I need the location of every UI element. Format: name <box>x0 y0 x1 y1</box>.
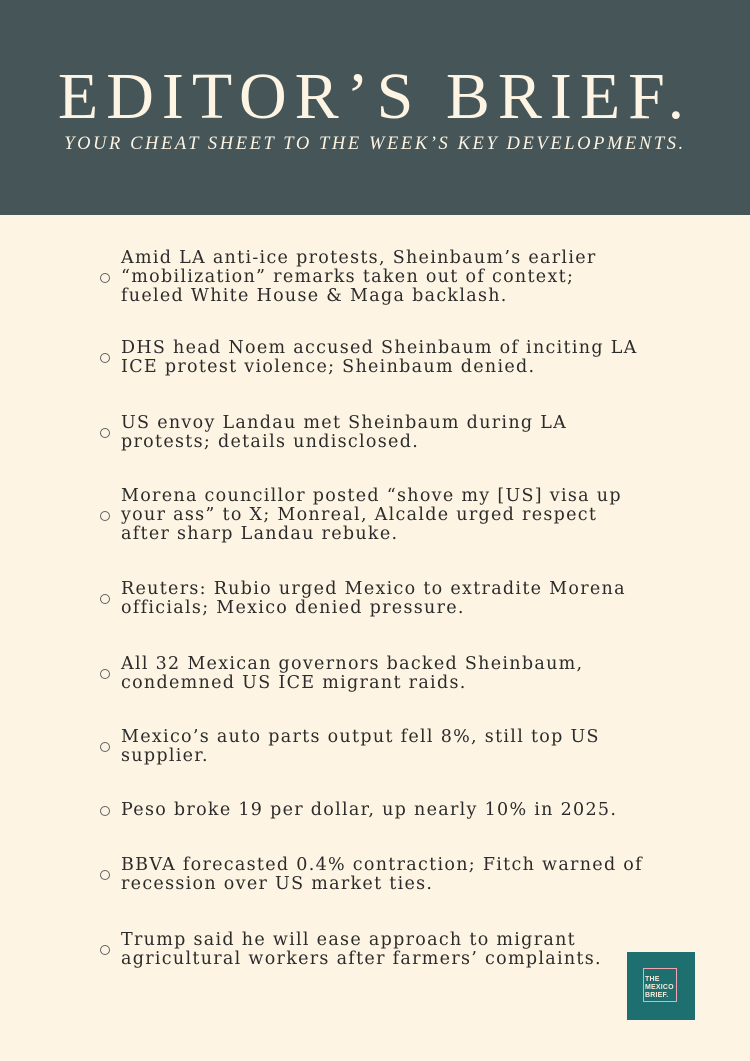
list-item <box>100 487 740 544</box>
circle-bullet-icon <box>100 273 110 283</box>
list-item-text: Trump said he will ease approach to migrant agricultural workers after farmers’ complaints. <box>121 930 602 969</box>
list-item-text: Morena councillor posted “shove my [US] visa up your ass” to X; Monreal, Alcalde urged respect after sharp Landau rebuke. <box>121 486 622 544</box>
circle-bullet-icon <box>100 669 110 679</box>
list-item <box>100 655 740 693</box>
list-item-text: All 32 Mexican governors backed Sheinbaum, condemned US ICE migrant raids. <box>121 654 584 693</box>
page-title: EDITOR’S BRIEF. <box>57 60 693 133</box>
circle-bullet-icon <box>100 594 110 604</box>
logo-text-line2: MEXICO <box>645 984 674 991</box>
list-item-text: US envoy Landau met Sheinbaum during LA protests; details undisclosed. <box>121 413 568 452</box>
circle-bullet-icon <box>100 511 110 521</box>
list-item-text: Amid LA anti-ice protests, Sheinbaum’s earlier “mobilization” remarks taken out of context; fueled White House & Maga backlash. <box>121 248 597 306</box>
list-item <box>100 249 740 306</box>
circle-bullet-icon <box>100 945 110 955</box>
mexico-brief-logo <box>627 952 695 1020</box>
header-banner <box>0 0 750 215</box>
list-item-text: BBVA forecasted 0.4% contraction; Fitch warned of recession over US market ties. <box>121 855 643 894</box>
list-item-text: Reuters: Rubio urged Mexico to extradite Morena officials; Mexico denied pressure. <box>121 579 626 618</box>
logo-text-line3: BRIEF. <box>645 992 669 999</box>
logo-text-line1: THE <box>645 976 660 983</box>
list-item-text: Mexico’s auto parts output fell 8%, still top US supplier. <box>121 727 600 766</box>
circle-bullet-icon <box>100 870 110 880</box>
circle-bullet-icon <box>100 806 110 816</box>
circle-bullet-icon <box>100 428 110 438</box>
list-item <box>100 339 740 377</box>
circle-bullet-icon <box>100 353 110 363</box>
list-item <box>100 801 740 820</box>
page-subtitle: YOUR CHEAT SHEET TO THE WEEK’S KEY DEVELOPMENTS. <box>64 134 686 154</box>
list-item <box>100 728 740 766</box>
list-item <box>100 856 740 894</box>
list-item-text: Peso broke 19 per dollar, up nearly 10% in 2025. <box>121 800 618 820</box>
list-item-text: DHS head Noem accused Sheinbaum of inciting LA ICE protest violence; Sheinbaum denied. <box>121 338 638 377</box>
list-item <box>100 414 740 452</box>
list-item <box>100 580 740 618</box>
circle-bullet-icon <box>100 742 110 752</box>
